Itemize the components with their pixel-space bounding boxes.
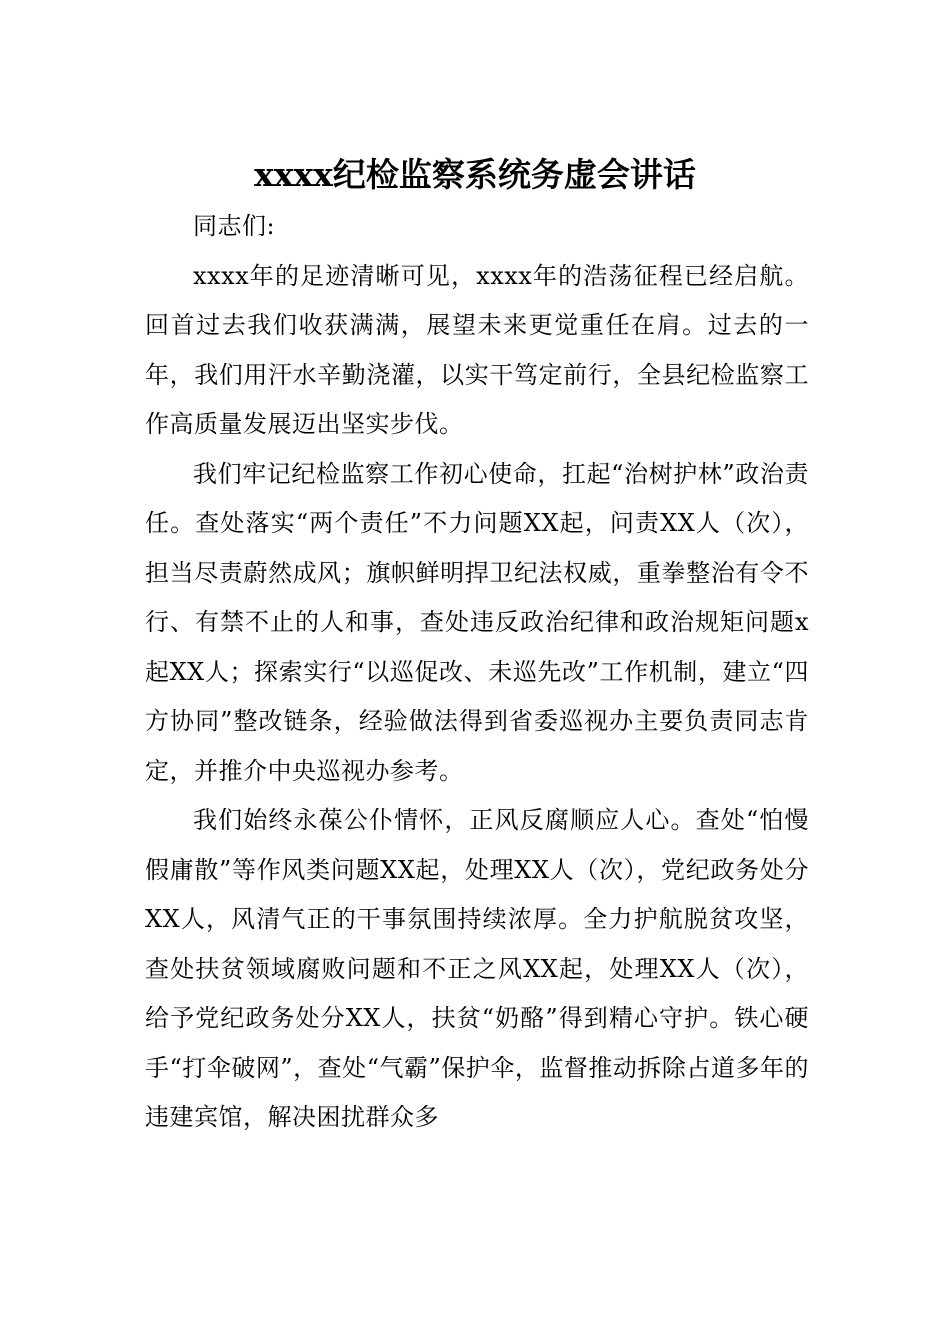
paragraph: 我们牢记纪检监察工作初心使命，扛起“治树护林”政治责任。查处落实“两个责任”不力问题XX起，问责XX人（次），担当尽责蔚然成风；旗帜鲜明捍卫纪法权威，重拳整治有令不行、有禁不止的人和事，查处违反政治纪律和政治规矩问题x起XX人；探索实行“以巡促改、未巡先改”工作机制，建立“四方协同”整改链条，经验做法得到省委巡视办主要负责同志肯定，并推介中央巡视办参考。 <box>145 459 809 785</box>
document-body <box>145 202 809 1143</box>
document-title: xxxx纪检监察系统务虚会讲话 <box>254 155 696 194</box>
paragraph: 我们始终永葆公仆情怀，正风反腐顺应人心。查处“怕慢假庸散”等作风类问题XX起，处理XX人（次），党纪政务处分XX人，风清气正的干事氛围持续浓厚。全力护航脱贫攻坚，查处扶贫领域腐败问题和不正之风XX起，处理XX人（次），给予党纪政务处分XX人，扶贫“奶酪”得到精心守护。铁心硬手“打伞破网”，查处“气霸”保护伞，监督推动拆除占道多年的违建宾馆，解决困扰群众多 <box>145 806 809 1131</box>
paragraph: xxxx年的足迹清晰可见，xxxx年的浩荡征程已经启航。回首过去我们收获满满，展望未来更觉重任在肩。过去的一年，我们用汗水辛勤浇灌，以实干笃定前行，全县纪检监察工作高质量发展迈出坚实步伐。 <box>145 261 809 438</box>
greeting: 同志们: <box>193 212 276 240</box>
